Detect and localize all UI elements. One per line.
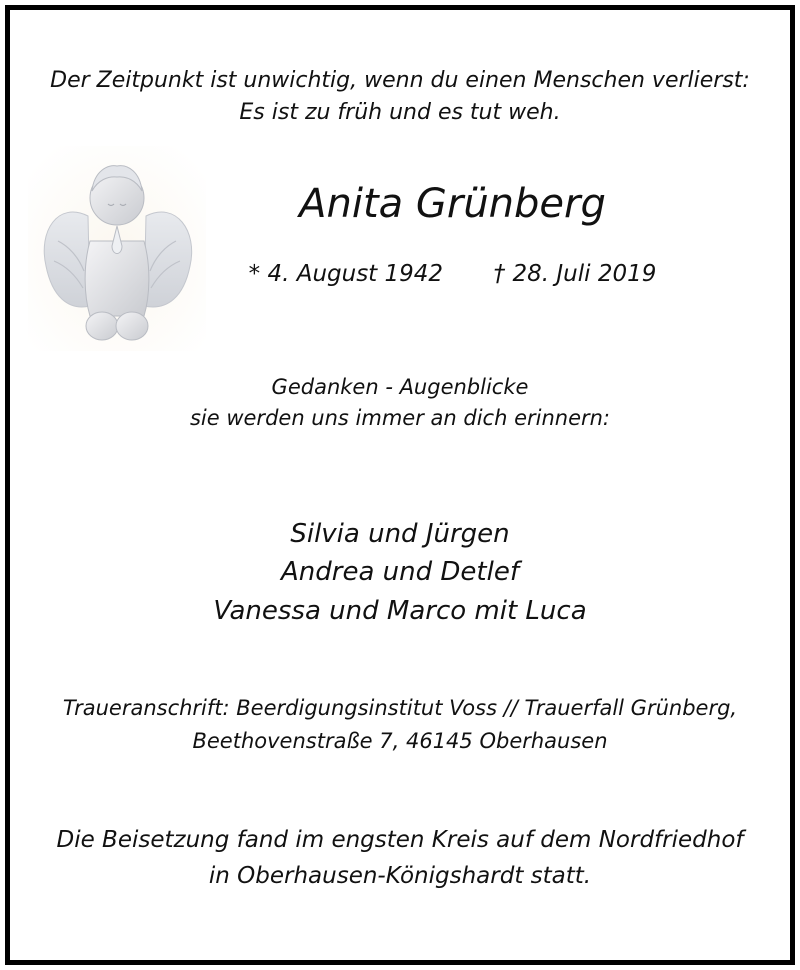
death-date: † 28. Juli 2019 bbox=[493, 261, 657, 287]
mourner-1: Silvia und Jürgen bbox=[290, 519, 510, 549]
deceased-name: Anita Grünberg bbox=[299, 181, 606, 227]
address-line-1: Traueranschrift: Beerdigungsinstitut Voss // Trauerfall Grünberg, bbox=[62, 696, 738, 720]
quote-line-2: Es ist zu früh und es tut weh. bbox=[239, 100, 561, 125]
burial-line-2: in Oberhausen-Königshardt statt. bbox=[208, 863, 592, 889]
address-line-2: Beethovenstraße 7, 46145 Oberhausen bbox=[192, 729, 608, 753]
memory-line-2: sie werden uns immer an dich erinnern: bbox=[189, 406, 611, 430]
obituary-notice bbox=[5, 5, 795, 965]
burial-line-1: Die Beisetzung fand im engsten Kreis auf dem Nordfriedhof bbox=[56, 827, 744, 853]
mourner-2: Andrea und Detlef bbox=[281, 557, 519, 587]
birth-date: * 4. August 1942 bbox=[248, 261, 444, 287]
memory-line-1: Gedanken - Augenblicke bbox=[271, 375, 529, 399]
praying-angel-icon bbox=[28, 146, 206, 351]
life-dates bbox=[10, 259, 790, 289]
quote-line-1: Der Zeitpunkt ist unwichtig, wenn du einen Menschen verlierst: bbox=[50, 68, 750, 93]
mourner-3: Vanessa und Marco mit Luca bbox=[213, 596, 587, 626]
